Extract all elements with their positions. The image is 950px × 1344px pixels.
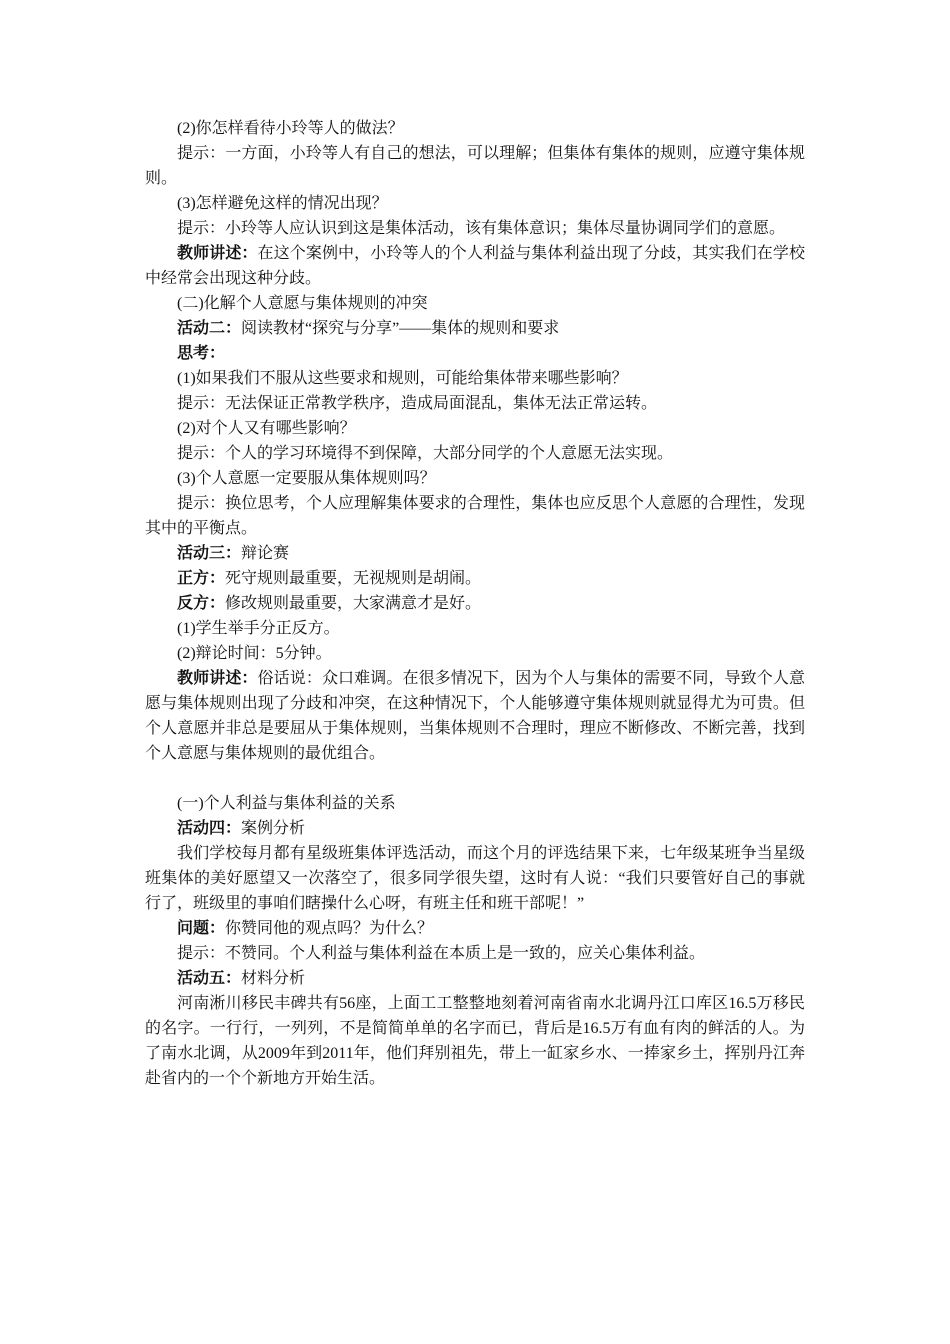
paragraph [145, 591, 805, 616]
paragraph-text: 材料分析 [241, 970, 306, 987]
paragraph-text: (1)如果我们不服从这些要求和规则，可能给集体带来哪些影响？ [177, 370, 628, 387]
paragraph-label: 活动五： [177, 970, 242, 987]
paragraph [145, 791, 805, 816]
paragraph-label: 活动四： [177, 820, 242, 837]
paragraph [145, 666, 805, 766]
paragraph-text: 我们学校每月都有星级班集体评选活动，而这个月的评选结果下来，七年级某班争当星级班集体的美好愿望又一次落空了，很多同学很失望，这时有人说：“我们只要管好自己的事就行了，班级里的事咱们瞎操什么心呀，有班主任和班干部呢！” [145, 845, 805, 912]
paragraph [145, 141, 805, 191]
paragraph-text: 案例分析 [241, 820, 306, 837]
paragraph-text: 河南淅川移民丰碑共有56座，上面工工整整地刻着河南省南水北调丹江口库区16.5万移民的名字。一行行，一列列，不是简简单单的名字而已，背后是16.5万有血有肉的鲜活的人。为了南水北调，从2009年到2011年，他们拜别祖先，带上一缸家乡水、一捧家乡土，挥别丹江奔赴省内的一个个新地方开始生活。 [145, 995, 805, 1087]
paragraph-text: (1)学生举手分正反方。 [177, 620, 340, 637]
paragraph-text: 提示：不赞同。个人利益与集体利益在本质上是一致的，应关心集体利益。 [177, 945, 706, 962]
paragraph [145, 941, 805, 966]
paragraph-text: 俗话说：众口难调。在很多情况下，因为个人与集体的需要不同，导致个人意愿与集体规则出现了分歧和冲突，在这种情况下，个人能够遵守集体规则就显得尤为可贵。但个人意愿并非总是要屈从于集体规则，当集体规则不合理时，理应不断修改、不断完善，找到个人意愿与集体规则的最优组合。 [145, 670, 805, 762]
paragraph [145, 316, 805, 341]
paragraph-label: 思考： [177, 345, 226, 362]
paragraph [145, 641, 805, 666]
paragraph-text: 提示：无法保证正常教学秩序，造成局面混乱，集体无法正常运转。 [177, 395, 658, 412]
paragraph-text: (3)个人意愿一定要服从集体规则吗？ [177, 470, 436, 487]
paragraph [145, 541, 805, 566]
paragraph [145, 416, 805, 441]
paragraph-text: (2)对个人又有哪些影响？ [177, 420, 356, 437]
paragraph-label: 教师讲述： [177, 245, 258, 262]
paragraph-text: 阅读教材“探究与分享”——集体的规则和要求 [241, 320, 560, 337]
paragraph [145, 241, 805, 291]
paragraph-label: 正方： [177, 570, 226, 587]
paragraph [145, 616, 805, 641]
paragraph [145, 841, 805, 916]
paragraph-label: 活动二： [177, 320, 242, 337]
paragraph [145, 116, 805, 141]
paragraph-text: 死守规则最重要，无视规则是胡闹。 [225, 570, 482, 587]
paragraph-label: 教师讲述： [177, 670, 258, 687]
paragraph-text: 提示：换位思考，个人应理解集体要求的合理性，集体也应反思个人意愿的合理性，发现其中的平衡点。 [145, 495, 805, 537]
paragraph-text: (一)个人利益与集体利益的关系 [177, 795, 396, 812]
paragraph [145, 816, 805, 841]
paragraph [145, 466, 805, 491]
paragraph-text: 修改规则最重要，大家满意才是好。 [225, 595, 482, 612]
paragraph [145, 991, 805, 1091]
paragraph [145, 566, 805, 591]
paragraph [145, 191, 805, 216]
paragraph-label: 活动三： [177, 545, 242, 562]
paragraph [145, 291, 805, 316]
paragraph-label: 反方： [177, 595, 226, 612]
paragraph-text: 你赞同他的观点吗？为什么？ [225, 920, 434, 937]
paragraph-text: (2)辩论时间：5分钟。 [177, 645, 332, 662]
paragraph [145, 391, 805, 416]
paragraph-text: 提示：一方面，小玲等人有自己的想法，可以理解；但集体有集体的规则，应遵守集体规则。 [145, 145, 805, 187]
paragraph-text: (2)你怎样看待小玲等人的做法？ [177, 120, 404, 137]
paragraph [145, 491, 805, 541]
paragraph [145, 341, 805, 366]
document-page [145, 116, 805, 1091]
paragraph-text: (3)怎样避免这样的情况出现？ [177, 195, 388, 212]
paragraph [145, 441, 805, 466]
paragraph-text: 辩论赛 [241, 545, 290, 562]
paragraph-text: (二)化解个人意愿与集体规则的冲突 [177, 295, 428, 312]
paragraph [145, 966, 805, 991]
paragraph-text: 提示：个人的学习环境得不到保障，大部分同学的个人意愿无法实现。 [177, 445, 674, 462]
paragraph [145, 216, 805, 241]
paragraph-text: 在这个案例中，小玲等人的个人利益与集体利益出现了分歧，其实我们在学校中经常会出现这种分歧。 [145, 245, 805, 287]
paragraph-label: 问题： [177, 920, 226, 937]
paragraph [145, 916, 805, 941]
paragraph [145, 366, 805, 391]
paragraph-text: 提示：小玲等人应认识到这是集体活动，该有集体意识；集体尽量协调同学们的意愿。 [177, 220, 786, 237]
